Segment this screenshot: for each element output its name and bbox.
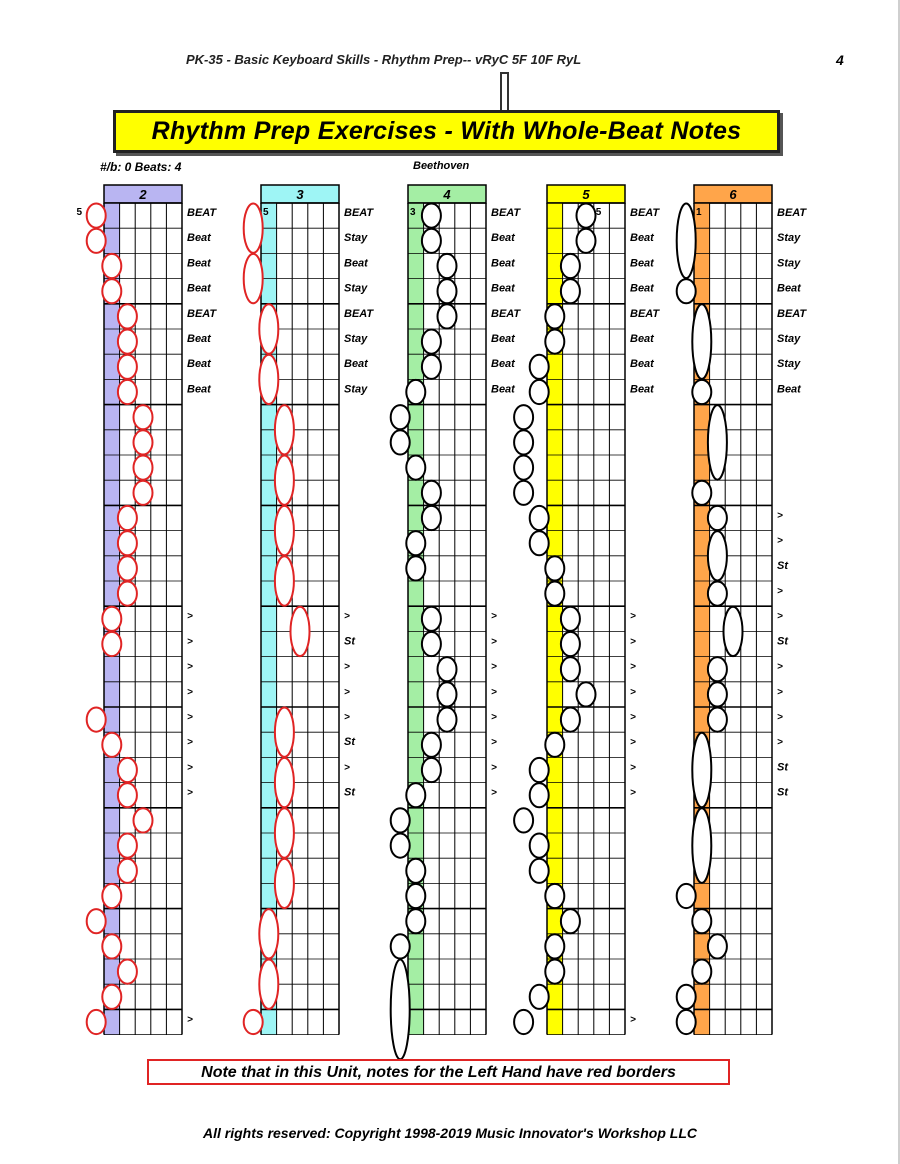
accent-mark: > <box>187 611 193 623</box>
note <box>422 506 441 530</box>
note <box>438 254 457 278</box>
column-number: 3 <box>296 187 304 202</box>
note <box>87 1010 106 1034</box>
note <box>438 657 457 681</box>
beat-label: BEAT <box>344 207 374 219</box>
note <box>530 985 549 1009</box>
beat-label: St <box>777 559 788 572</box>
accent-mark: > <box>630 737 636 749</box>
note <box>422 204 441 228</box>
note <box>102 985 121 1009</box>
note <box>422 733 441 757</box>
note <box>724 607 743 656</box>
beat-label: BEAT <box>187 307 217 320</box>
beat-label: St <box>777 635 788 648</box>
note <box>677 985 696 1009</box>
accent-mark: > <box>630 686 636 698</box>
note <box>118 859 137 883</box>
note <box>545 934 564 958</box>
note <box>692 304 711 379</box>
note <box>514 405 533 429</box>
note <box>561 254 580 278</box>
column-number: 4 <box>443 187 451 202</box>
note <box>391 808 410 832</box>
column-number: 5 <box>582 187 590 202</box>
note <box>577 682 596 706</box>
beat-label: BEAT <box>491 207 521 219</box>
note <box>708 582 727 606</box>
accent-mark: > <box>491 787 497 799</box>
accent-mark: > <box>630 611 636 623</box>
note <box>118 556 137 580</box>
banner-title: Rhythm Prep Exercises - With Whole-Beat Notes <box>151 117 742 145</box>
accent-mark: > <box>491 712 497 723</box>
note <box>438 682 457 706</box>
note <box>244 1010 263 1034</box>
beat-label: Beat <box>630 232 654 245</box>
note <box>87 708 106 732</box>
note <box>514 430 533 454</box>
accent-mark: > <box>187 787 193 799</box>
note <box>545 330 564 354</box>
note <box>391 405 410 429</box>
note <box>259 355 278 404</box>
page-header-title: PK-35 - Basic Keyboard Skills - Rhythm Prep-- vRyC 5F 10F RyL <box>186 52 582 67</box>
note <box>134 405 153 429</box>
beat-label: Beat <box>630 282 654 295</box>
accent-mark: > <box>187 712 193 723</box>
accent-mark: > <box>187 686 193 698</box>
beat-label: St <box>344 786 355 799</box>
accent-mark: > <box>491 737 497 749</box>
accent-mark: > <box>187 737 193 749</box>
note <box>438 279 457 303</box>
key-signature-beats: #/b: 0 Beats: 4 <box>100 160 182 174</box>
accent-mark: > <box>491 636 497 648</box>
note <box>545 960 564 984</box>
note <box>391 960 410 1060</box>
column-number: 2 <box>139 187 147 202</box>
beat-label: Beat <box>630 257 654 270</box>
note <box>275 506 294 555</box>
note <box>530 758 549 782</box>
beat-label: Beat <box>491 358 515 371</box>
note <box>422 355 441 379</box>
note <box>406 380 425 404</box>
page-number: 4 <box>836 52 844 68</box>
note <box>577 229 596 253</box>
note <box>692 960 711 984</box>
note <box>134 430 153 454</box>
note <box>134 481 153 505</box>
beat-label: Beat <box>491 383 515 396</box>
note <box>708 657 727 681</box>
accent-mark: > <box>344 686 350 698</box>
beat-label: BEAT <box>630 307 660 320</box>
note <box>530 859 549 883</box>
accent-mark: > <box>187 661 193 673</box>
beat-label: St <box>777 786 788 799</box>
accent-mark: > <box>630 636 636 648</box>
accent-mark: > <box>777 686 783 698</box>
note <box>102 279 121 303</box>
note <box>422 330 441 354</box>
accent-mark: > <box>630 1014 636 1026</box>
left-hand-note-text: Note that in this Unit, notes for the Left Hand have red borders <box>201 1064 676 1081</box>
beat-label: Stay <box>344 333 368 345</box>
beat-label: Beat <box>630 383 654 396</box>
note <box>545 304 564 328</box>
note <box>244 204 263 253</box>
beat-label: Stay <box>777 232 801 245</box>
note <box>677 1010 696 1034</box>
accent-mark: > <box>777 611 783 623</box>
beat-label: Beat <box>630 358 654 371</box>
note <box>530 783 549 807</box>
note <box>530 506 549 530</box>
accent-mark: > <box>187 762 193 774</box>
beat-label: Stay <box>344 383 368 396</box>
note <box>275 556 294 605</box>
note <box>692 808 711 883</box>
beat-label: BEAT <box>187 207 217 219</box>
beat-label: Beat <box>491 282 515 295</box>
note <box>275 708 294 757</box>
note <box>514 1010 533 1034</box>
note <box>118 758 137 782</box>
note <box>708 934 727 958</box>
accent-mark: > <box>344 762 350 774</box>
beat-label: BEAT <box>630 207 660 219</box>
accent-mark: > <box>777 661 783 673</box>
note <box>406 531 425 555</box>
note <box>422 758 441 782</box>
beat-label: Beat <box>187 282 211 295</box>
note <box>692 909 711 933</box>
note <box>118 330 137 354</box>
note <box>118 531 137 555</box>
note <box>244 254 263 303</box>
accent-mark: > <box>491 611 497 623</box>
note <box>514 808 533 832</box>
note <box>391 834 410 858</box>
note <box>514 456 533 480</box>
note <box>87 909 106 933</box>
note <box>422 481 441 505</box>
accent-mark: > <box>630 762 636 774</box>
beat-label: Stay <box>777 257 801 270</box>
note <box>561 909 580 933</box>
note <box>406 783 425 807</box>
note <box>708 708 727 732</box>
accent-mark: > <box>344 611 350 623</box>
note <box>102 934 121 958</box>
accent-mark: > <box>777 535 783 547</box>
accent-mark: > <box>491 686 497 698</box>
note <box>118 960 137 984</box>
copyright-footer: All rights reserved: Copyright 1998-2019 Music Innovator's Workshop LLC <box>203 1125 697 1141</box>
note <box>406 456 425 480</box>
accent-mark: > <box>777 712 783 723</box>
beat-label: BEAT <box>491 307 521 320</box>
note <box>545 582 564 606</box>
note <box>406 909 425 933</box>
note <box>118 783 137 807</box>
note <box>708 682 727 706</box>
note <box>275 456 294 505</box>
finger-number: 5 <box>595 207 602 218</box>
note <box>530 834 549 858</box>
note <box>391 934 410 958</box>
beat-label: St <box>344 736 355 749</box>
note <box>530 531 549 555</box>
note <box>545 884 564 908</box>
beat-label: Beat <box>187 232 211 245</box>
note <box>118 355 137 379</box>
beat-label: St <box>777 761 788 774</box>
beat-label: Stay <box>344 232 368 245</box>
note <box>102 607 121 631</box>
accent-mark: > <box>630 712 636 723</box>
note <box>438 708 457 732</box>
note <box>422 607 441 631</box>
note <box>118 304 137 328</box>
accent-mark: > <box>777 737 783 749</box>
note <box>102 884 121 908</box>
note <box>438 304 457 328</box>
note <box>275 758 294 807</box>
accent-mark: > <box>344 661 350 673</box>
note <box>406 859 425 883</box>
note <box>708 531 727 580</box>
note <box>677 204 696 279</box>
note <box>422 229 441 253</box>
note <box>391 430 410 454</box>
note <box>275 859 294 908</box>
finger-number: 5 <box>263 207 269 218</box>
note <box>102 733 121 757</box>
accent-mark: > <box>491 661 497 673</box>
note <box>118 380 137 404</box>
accent-mark: > <box>491 762 497 774</box>
beat-label: St <box>344 635 355 648</box>
beat-label: Beat <box>630 333 654 345</box>
beat-label: Beat <box>187 358 211 371</box>
note <box>422 632 441 656</box>
beat-label: Beat <box>187 383 211 396</box>
accent-mark: > <box>777 586 783 597</box>
left-hand-note <box>147 1059 730 1085</box>
beat-label: Beat <box>187 257 211 270</box>
accent-mark: > <box>187 636 193 648</box>
note <box>561 607 580 631</box>
note <box>514 481 533 505</box>
note <box>87 229 106 253</box>
note <box>406 556 425 580</box>
note <box>692 733 711 808</box>
note <box>530 380 549 404</box>
beat-label: Stay <box>777 358 801 371</box>
note <box>134 808 153 832</box>
note <box>406 884 425 908</box>
note <box>561 632 580 656</box>
note <box>118 506 137 530</box>
note <box>561 708 580 732</box>
note <box>259 909 278 958</box>
note <box>545 556 564 580</box>
note <box>545 733 564 757</box>
note <box>708 405 727 480</box>
note <box>102 632 121 656</box>
note <box>87 204 106 228</box>
note <box>118 834 137 858</box>
note <box>530 355 549 379</box>
beat-label: Beat <box>777 282 801 295</box>
beat-label: Beat <box>344 257 368 270</box>
accent-mark: > <box>777 510 783 522</box>
note <box>677 884 696 908</box>
note <box>561 279 580 303</box>
beat-label: BEAT <box>777 207 807 219</box>
beat-label: BEAT <box>344 307 374 320</box>
beat-label: Beat <box>344 358 368 371</box>
finger-number: 1 <box>696 207 702 218</box>
finger-number: 5 <box>76 207 82 218</box>
note <box>677 279 696 303</box>
note <box>275 808 294 857</box>
beat-label: Beat <box>491 257 515 270</box>
beat-label: BEAT <box>777 307 807 320</box>
note <box>577 204 596 228</box>
note <box>291 607 310 656</box>
note <box>708 506 727 530</box>
finger-number: 3 <box>410 207 416 218</box>
note <box>102 254 121 278</box>
beat-label: Stay <box>344 282 368 295</box>
note <box>134 456 153 480</box>
note <box>561 657 580 681</box>
beat-label: Beat <box>187 333 211 345</box>
note <box>118 582 137 606</box>
composer-label: Beethoven <box>413 160 470 172</box>
column-number: 6 <box>729 187 737 202</box>
accent-mark: > <box>630 661 636 673</box>
note <box>259 960 278 1009</box>
note <box>692 380 711 404</box>
accent-mark: > <box>187 1014 193 1026</box>
beat-label: Stay <box>777 333 801 345</box>
beat-label: Beat <box>491 333 515 345</box>
accent-mark: > <box>630 787 636 799</box>
beat-label: Beat <box>491 232 515 245</box>
note <box>692 481 711 505</box>
beat-label: Beat <box>777 383 801 396</box>
accent-mark: > <box>344 712 350 723</box>
note <box>259 304 278 353</box>
note <box>275 405 294 454</box>
